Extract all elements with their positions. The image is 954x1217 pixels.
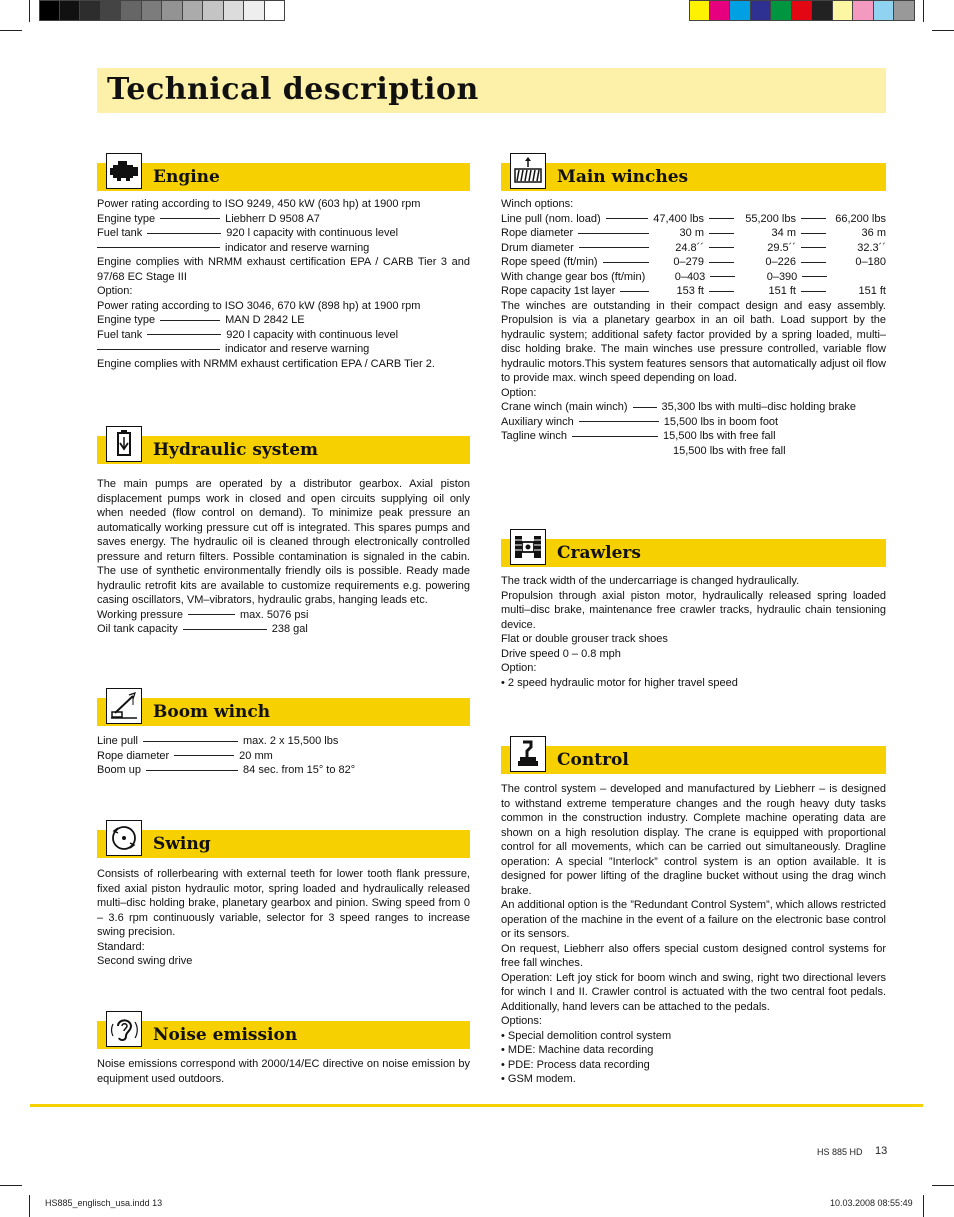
swing-title: Swing bbox=[153, 834, 211, 854]
spec-row bbox=[97, 342, 470, 357]
spec-label: Working pressure bbox=[97, 608, 183, 621]
crop-mark bbox=[923, 0, 924, 22]
crawlers-line: Flat or double grouser track shoes bbox=[501, 633, 668, 645]
swing-section bbox=[97, 822, 470, 969]
spec-value: 15,500 lbs with free fall bbox=[663, 430, 776, 442]
crop-mark bbox=[29, 1195, 30, 1217]
color-swatch bbox=[730, 0, 751, 21]
color-swatch bbox=[812, 0, 833, 21]
process-color-bar bbox=[689, 0, 915, 21]
spec-label: Line pull bbox=[97, 735, 138, 747]
spec-value: 84 sec. from 15° to 82° bbox=[243, 764, 356, 776]
option-item: • GSM modem. bbox=[501, 1073, 576, 1085]
spec-label: Fuel tank bbox=[97, 227, 143, 239]
color-swatch bbox=[183, 0, 204, 21]
crawlers-line: Propulsion through axial piston motor, hydraulically released spring loaded multi–disc brake, maintenance free crawler tracks, hydraulic chain tensioning device. bbox=[501, 589, 886, 631]
joystick-icon bbox=[510, 736, 546, 772]
option-item: • 2 speed hydraulic motor for higher travel speed bbox=[501, 676, 738, 689]
winch-value: 0–279 bbox=[673, 256, 704, 268]
color-swatch bbox=[833, 0, 854, 21]
color-swatch bbox=[771, 0, 792, 21]
color-swatch bbox=[792, 0, 813, 21]
spec-value: 920 l capacity with continuous level bbox=[226, 328, 399, 341]
noise-description: Noise emissions correspond with 2000/14/EC directive on noise emission by equipment used outdoors. bbox=[97, 1058, 470, 1085]
spec-value: Liebherr D 9508 A7 bbox=[225, 212, 320, 225]
color-swatch bbox=[203, 0, 224, 21]
spec-row bbox=[97, 212, 470, 227]
winch-spec-row bbox=[501, 284, 886, 299]
winch-spec-table bbox=[501, 212, 886, 299]
winch-value: 34 m bbox=[771, 227, 796, 239]
main-winches-icon bbox=[510, 153, 546, 189]
winch-value: 0–390 bbox=[766, 270, 798, 283]
engine-title: Engine bbox=[153, 167, 220, 187]
spec-value: indicator and reserve warning bbox=[225, 241, 370, 254]
winch-value: 151 ft bbox=[858, 285, 886, 297]
page-number: 13 bbox=[875, 1145, 888, 1157]
standard-label: Standard: bbox=[97, 940, 145, 953]
bottom-rule bbox=[30, 1104, 923, 1107]
control-paragraph: Operation: Left joy stick for boom winch and swing, right two directional levers for winch I and II. Crawler control is actuated with the two central foot pedals. Additionally, hand levers can be attached to the pedals. bbox=[501, 971, 886, 1013]
spec-row bbox=[97, 763, 470, 778]
color-swatch bbox=[244, 0, 265, 21]
section-header bbox=[501, 531, 886, 567]
winch-value: 32.3´´ bbox=[857, 241, 886, 254]
footer-model: HS 885 HD bbox=[817, 1147, 863, 1157]
winch-options-label: Winch options: bbox=[501, 198, 574, 210]
spec-label: Engine type bbox=[97, 314, 156, 326]
color-swatch bbox=[101, 0, 122, 21]
footer-filename: HS885_englisch_usa.indd 13 bbox=[45, 1198, 163, 1208]
engine-power-rating-option: Power rating according to ISO 3046, 670 kW (898 hp) at 1900 rpm bbox=[97, 299, 421, 312]
engine-power-rating: Power rating according to ISO 9249, 450 kW (603 hp) at 1900 rpm bbox=[97, 198, 421, 210]
spec-label: Auxiliary winch bbox=[501, 415, 574, 428]
winch-value: 30 m bbox=[679, 227, 704, 239]
crawlers-title: Crawlers bbox=[557, 543, 641, 563]
footer-timestamp: 10.03.2008 08:55:49 bbox=[830, 1198, 913, 1208]
boom-winch-icon bbox=[106, 688, 142, 724]
spec-value: 20 mm bbox=[239, 749, 273, 762]
spec-label: Rope diameter bbox=[97, 749, 170, 762]
spec-value: max. 2 x 15,500 lbs bbox=[242, 735, 339, 747]
spec-row bbox=[97, 313, 470, 328]
crawlers-line: Drive speed 0 – 0.8 mph bbox=[501, 647, 621, 660]
engine-icon bbox=[106, 153, 142, 189]
hydraulic-description: The main pumps are operated by a distributor gearbox. Axial piston displacement pumps work in closed and open circuits supplying oil only when needed (flow control on demand). To minimize peak pressure an automatically working pressure cut off is integrated. This spares pumps and saves energy. The hydraulic oil is cleaned through electronically controlled pressure and return filters. Possible contamination is signaled in the cabin. The use of synthetic environmentally friendly oils is possible. Ready made hydraulic retrofit kits are available to customize requirements e.g. powering casing oscillators, VM–vibrators, hydraulic grabs, hanging leads etc. bbox=[97, 478, 470, 606]
spec-value: 15,500 lbs in boom foot bbox=[663, 415, 779, 428]
section-header bbox=[97, 428, 470, 464]
spec-label: Crane winch (main winch) bbox=[501, 401, 628, 413]
spec-label: Engine type bbox=[97, 212, 156, 225]
section-header bbox=[97, 155, 470, 191]
spec-label: Rope diameter bbox=[501, 227, 574, 239]
spec-label: Line pull (nom. load) bbox=[501, 212, 601, 225]
spec-label: Rope speed (ft/min) bbox=[501, 256, 598, 268]
crawlers-section bbox=[501, 531, 886, 690]
hydraulic-title: Hydraulic system bbox=[153, 440, 319, 460]
winch-value: 47,400 lbs bbox=[653, 212, 704, 225]
ear-icon bbox=[106, 1011, 142, 1047]
color-swatch bbox=[80, 0, 101, 21]
section-header bbox=[97, 822, 470, 858]
winch-spec-row bbox=[501, 241, 886, 256]
winch-value: 151 ft bbox=[768, 285, 796, 297]
color-swatch bbox=[751, 0, 772, 21]
crop-mark bbox=[923, 1195, 924, 1217]
crop-mark bbox=[932, 30, 954, 31]
color-swatch bbox=[142, 0, 163, 21]
crawler-icon bbox=[510, 529, 546, 565]
option-item: • MDE: Machine data recording bbox=[501, 1044, 654, 1056]
color-swatch bbox=[894, 0, 915, 21]
hydraulic-icon bbox=[106, 426, 142, 462]
engine-certification-option: Engine complies with NRMM exhaust certification EPA / CARB Tier 2. bbox=[97, 357, 435, 370]
section-header bbox=[501, 738, 886, 774]
control-title: Control bbox=[557, 750, 629, 770]
crop-mark bbox=[29, 0, 30, 22]
spec-row bbox=[97, 226, 470, 241]
options-label: Options: bbox=[501, 1015, 542, 1027]
spec-label: Boom up bbox=[97, 764, 142, 776]
spec-label: Oil tank capacity bbox=[97, 623, 178, 635]
noise-emission-title: Noise emission bbox=[153, 1025, 298, 1045]
winch-spec-row bbox=[501, 270, 886, 285]
spec-label: Rope capacity 1st layer bbox=[501, 285, 616, 297]
winch-value: 55,200 lbs bbox=[745, 212, 796, 225]
winch-value: 24.8´´ bbox=[675, 241, 704, 254]
option-item: • Special demolition control system bbox=[501, 1029, 672, 1042]
spec-value: 920 l capacity with continuous level bbox=[226, 227, 399, 239]
spec-row bbox=[501, 400, 886, 415]
engine-certification: Engine complies with NRMM exhaust certification EPA / CARB Tier 3 and 97/68 EC Stage III bbox=[97, 256, 470, 283]
control-paragraph: The control system – developed and manufactured by Liebherr – is designed to withstand extreme temperature changes and the rough heavy duty tasks common in the construction industry. Complete machine operating data are shown on a high resolution display. The crane is equipped with proportional control for all movements, which can be carried out simultaneously. Dragline operation: A special ”Interlock” control system is an option available. It is designed for power lifting of the dragline bucket without using the drag winch brake. bbox=[501, 783, 886, 897]
spec-label: With change gear bos (ft/min) bbox=[501, 270, 646, 283]
spec-row bbox=[97, 328, 470, 343]
color-swatch bbox=[710, 0, 731, 21]
winches-description: The winches are outstanding in their compact design and easy assembly. Propulsion is via a planetary gearbox in an oil bath. Load support by the hydraulic system; additional safety factor provided by a spring loaded, multi–disc holding brake. The main winches use pressure controlled, variable flow hydraulic motors.This system features sensors that automatically adjust oil flow to provide max. winch speed depending on load. bbox=[501, 299, 886, 384]
winch-value: 66,200 lbs bbox=[835, 212, 886, 225]
spec-label: Drum diameter bbox=[501, 241, 574, 254]
color-swatch bbox=[874, 0, 895, 21]
title-band bbox=[97, 68, 886, 113]
spec-label: Fuel tank bbox=[97, 328, 143, 341]
option-label: Option: bbox=[97, 285, 133, 297]
winch-spec-row bbox=[501, 255, 886, 270]
spec-value: 15,500 lbs with free fall bbox=[673, 444, 786, 457]
color-swatch bbox=[39, 0, 60, 21]
spec-label: Tagline winch bbox=[501, 430, 568, 442]
crop-mark bbox=[0, 1185, 22, 1186]
winch-value: 0–403 bbox=[674, 270, 706, 283]
winch-value: 153 ft bbox=[676, 285, 704, 297]
option-item: • PDE: Process data recording bbox=[501, 1058, 650, 1071]
crop-mark bbox=[0, 30, 22, 31]
option-label: Option: bbox=[501, 662, 537, 674]
spec-row bbox=[97, 749, 470, 764]
winch-value: 29.5´´ bbox=[767, 241, 796, 254]
main-winches-section bbox=[501, 155, 886, 458]
spec-value: 238 gal bbox=[271, 623, 308, 635]
winch-value: 0–180 bbox=[855, 256, 886, 268]
grayscale-color-bar bbox=[39, 0, 285, 21]
hydraulic-section bbox=[97, 428, 470, 637]
color-swatch bbox=[60, 0, 81, 21]
control-section bbox=[501, 738, 886, 1087]
spec-row bbox=[501, 415, 886, 430]
option-label: Option: bbox=[501, 386, 537, 399]
spec-row bbox=[97, 608, 470, 623]
engine-section bbox=[97, 155, 470, 371]
boom-winch-title: Boom winch bbox=[153, 702, 271, 722]
main-winches-title: Main winches bbox=[557, 167, 689, 187]
spec-row bbox=[97, 734, 470, 749]
boom-winch-section bbox=[97, 690, 470, 778]
winch-spec-row bbox=[501, 212, 886, 227]
noise-emission-section bbox=[97, 1013, 470, 1086]
page-title: Technical description bbox=[107, 72, 479, 107]
spec-value: MAN D 2842 LE bbox=[225, 314, 305, 326]
section-header bbox=[97, 690, 470, 726]
spec-row bbox=[97, 622, 470, 637]
color-swatch bbox=[689, 0, 710, 21]
winch-spec-row bbox=[501, 226, 886, 241]
section-header bbox=[97, 1013, 470, 1049]
spec-value: indicator and reserve warning bbox=[225, 343, 370, 355]
spec-value: 35,300 lbs with multi–disc holding brake bbox=[661, 401, 856, 413]
crawlers-line: The track width of the undercarriage is changed hydraulically. bbox=[501, 575, 800, 587]
color-swatch bbox=[265, 0, 286, 21]
control-paragraph: An additional option is the ”Redundant Control System”, which allows restricted operation of the machine in the event of a failure on the electronic base control or its sensors. bbox=[501, 899, 886, 940]
color-swatch bbox=[162, 0, 183, 21]
spec-row bbox=[97, 241, 470, 256]
section-header bbox=[501, 155, 886, 191]
winch-value: 36 m bbox=[861, 227, 886, 239]
swing-icon bbox=[106, 820, 142, 856]
color-swatch bbox=[853, 0, 874, 21]
color-swatch bbox=[121, 0, 142, 21]
swing-description: Consists of rollerbearing with external teeth for lower tooth flank pressure, fixed axial piston hydraulic motor, spring loaded and hydraulically released multi–disc holding brake, planetary gearbox and pinion. Swing speed from 0 – 3.6 rpm continuously variable, selector for 3 speed ranges to increase swing precision. bbox=[97, 868, 470, 938]
crop-mark bbox=[932, 1185, 954, 1186]
control-paragraph: On request, Liebherr also offers special custom designed control systems for free fall winches. bbox=[501, 942, 886, 969]
winch-value: 0–226 bbox=[765, 256, 796, 268]
standard-item: Second swing drive bbox=[97, 955, 193, 967]
color-swatch bbox=[224, 0, 245, 21]
spec-row bbox=[501, 429, 886, 444]
spec-value: max. 5076 psi bbox=[240, 608, 309, 621]
